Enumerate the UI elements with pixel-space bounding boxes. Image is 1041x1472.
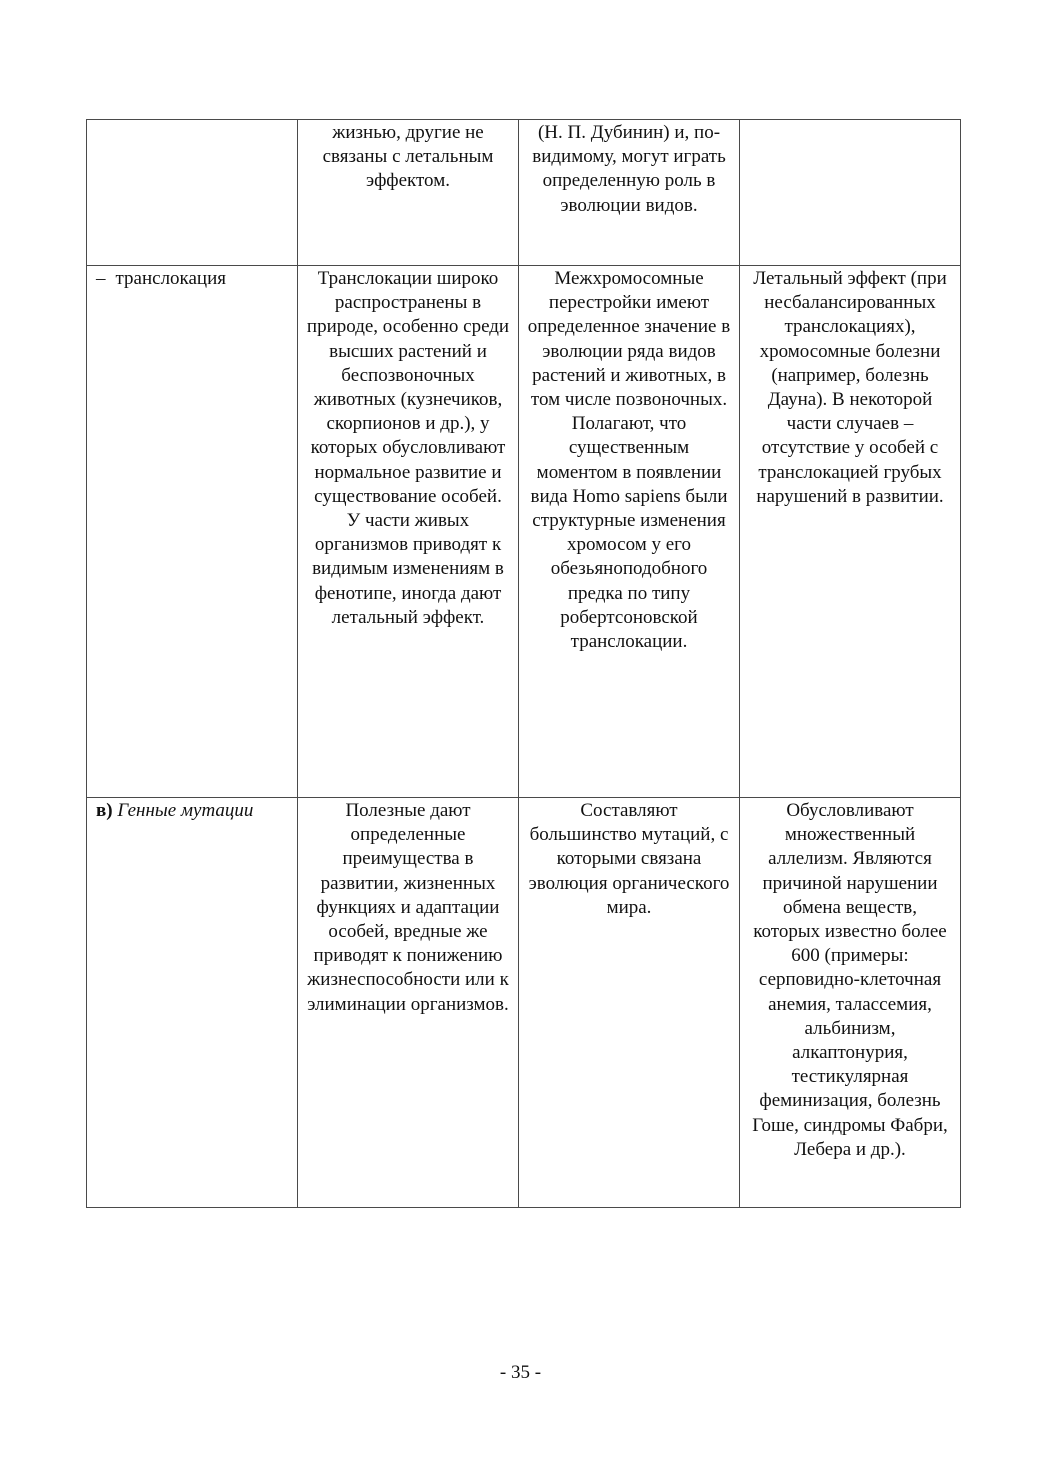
mutation-type-label: Генные мутации [117,800,254,821]
evolution-role-cell: Составляют большинство мутаций, с которыми связана эволюция органического мира. [519,798,740,1208]
page-number: - 35 - [499,1362,542,1383]
evolution-role-cell: Межхромосомные перестройки имеют определенное значение в эволюции ряда видов растений и животных, в том числе позвоночных. Полагают, что существенным моментом в появлении вида Homo sapiens были структурные изменения хромосом у его обезьяноподобного предка по типу робертсоновской транслокации. [519,266,740,798]
evolution-role-cell: (Н. П. Дубинин) и, по-видимому, могут играть определенную роль в эволюции видов. [519,120,740,266]
table-row [87,266,961,798]
mutation-type-label: транслокация [115,268,227,289]
table-row [87,798,961,1208]
mutation-type-cell [87,798,298,1208]
consequence-cell: Летальный эффект (при несбалансированных транслокациях), хромосомные болезни (например, болезнь Дауна). В некоторой части случаев – отсутствие у особей с транслокацией грубых нарушений в развитии. [740,266,961,798]
mutation-table [86,119,961,1208]
consequence-cell [740,120,961,266]
distribution-cell: Полезные дают определенные преимущества в развитии, жизненных функциях и адаптации особей, вредные же приводят к понижению жизнеспособности или к элиминации организмов. [298,798,519,1208]
consequence-cell: Обусловливают множественный аллелизм. Являются причиной нарушении обмена веществ, которых известно более 600 (примеры: серповидно-клеточная анемия, талассемия, альбинизм, алкаптонурия, тестикулярная феминизация, болезнь Гоше, синдромы Фабри, Лебера и др.). [740,798,961,1208]
mutation-type-cell [87,120,298,266]
table-row [87,120,961,266]
distribution-cell: жизнью, другие не связаны с летальным эффектом. [298,120,519,266]
category-letter: в) [96,800,113,821]
mutation-type-cell [87,266,298,798]
list-dash: – [96,268,106,289]
distribution-cell: Транслокации широко распространены в природе, особенно среди высших растений и беспозвоночных животных (кузнечиков, скорпионов и др.), у которых обусловливают нормальное развитие и существование особей. У части живых организмов приводят к видимым изменениям в фенотипе, иногда дают летальный эффект. [298,266,519,798]
